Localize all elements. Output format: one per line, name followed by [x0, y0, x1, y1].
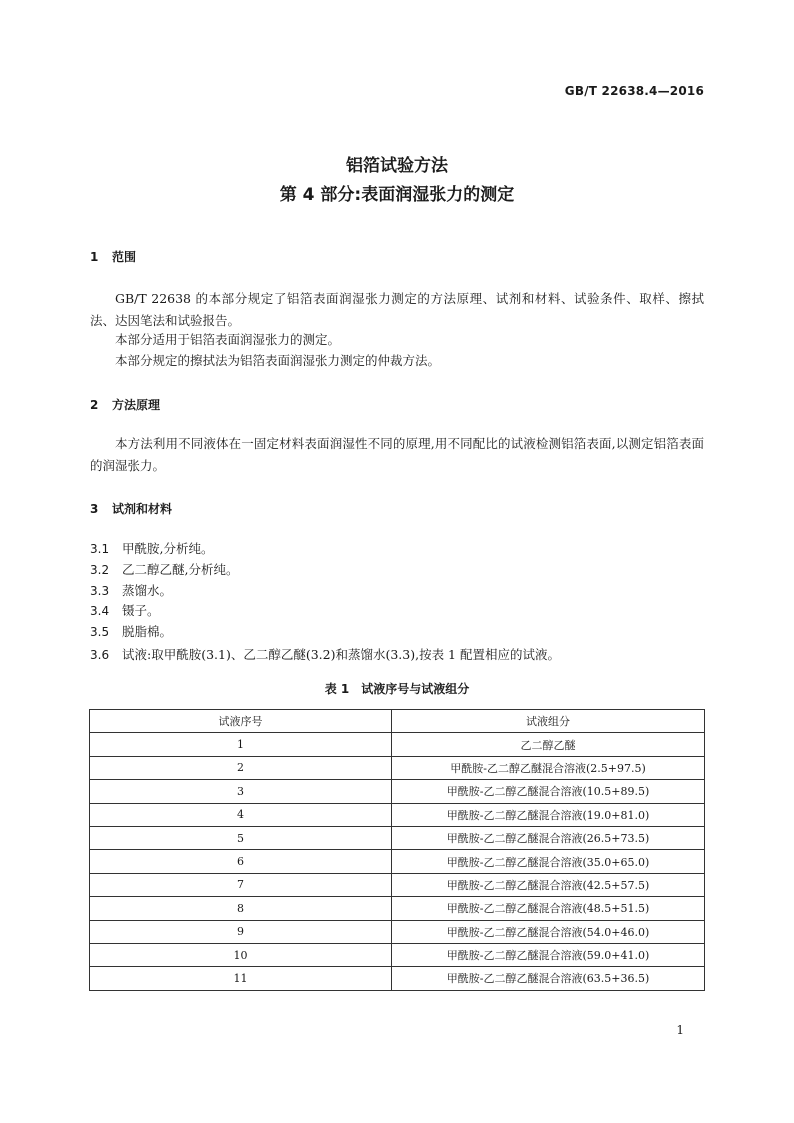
principle-paragraph: 本方法利用不同液体在一固定材料表面润湿性不同的原理,用不同配比的试液检测铝箔表面,以测定铝箔表面的润湿张力。	[90, 436, 704, 473]
cell-number: 8	[90, 897, 392, 920]
cell-number: 7	[90, 873, 392, 896]
table-row	[90, 897, 705, 920]
cell-composition: 甲酰胺-乙二醇乙醚混合溶液(59.0+41.0)	[392, 943, 705, 966]
scope-paragraph-3: 本部分规定的擦拭法为铝箔表面润湿张力测定的仲裁方法。	[115, 353, 441, 368]
section-number: 3	[90, 502, 99, 516]
reagent-item	[90, 560, 704, 580]
table-row	[90, 873, 705, 896]
cell-number: 6	[90, 850, 392, 873]
item-text: 甲酰胺,分析纯。	[122, 541, 214, 556]
item-number: 3.3	[90, 584, 110, 598]
table-row	[90, 943, 705, 966]
cell-composition: 甲酰胺-乙二醇乙醚混合溶液(48.5+51.5)	[392, 897, 705, 920]
item-text: 试液:取甲酰胺(3.1)、乙二醇乙醚(3.2)和蒸馏水(3.3),按表 1 配置相应的试液。	[122, 647, 560, 662]
cell-number: 2	[90, 756, 392, 779]
cell-number: 1	[90, 733, 392, 756]
table-row	[90, 780, 705, 803]
item-number: 3.6	[90, 648, 110, 662]
table-row	[90, 803, 705, 826]
reagent-item	[90, 645, 704, 665]
reagent-item	[90, 581, 704, 601]
cell-composition: 甲酰胺-乙二醇乙醚混合溶液(26.5+73.5)	[392, 826, 705, 849]
reagent-item	[90, 622, 704, 642]
section-number: 1	[90, 250, 99, 264]
reagent-item	[90, 539, 704, 559]
table-row	[90, 733, 705, 756]
column-header-composition: 试液组分	[392, 710, 705, 733]
item-text: 镊子。	[122, 603, 160, 618]
cell-composition: 甲酰胺-乙二醇乙醚混合溶液(19.0+81.0)	[392, 803, 705, 826]
section-number: 2	[90, 398, 99, 412]
table-row	[90, 826, 705, 849]
cell-composition: 乙二醇乙醚	[392, 733, 705, 756]
item-number: 3.5	[90, 625, 110, 639]
table-caption: 表 1 试液序号与试液组分	[324, 682, 470, 696]
cell-number: 10	[90, 943, 392, 966]
cell-composition: 甲酰胺-乙二醇乙醚混合溶液(35.0+65.0)	[392, 850, 705, 873]
section-heading-scope	[90, 248, 136, 265]
page-number: 1	[676, 1023, 684, 1037]
scope-paragraph-1: GB/T 22638 的本部分规定了铝箔表面润湿张力测定的方法原理、试剂和材料、试验条件、取样、擦拭法、达因笔法和试验报告。	[90, 291, 704, 328]
item-number: 3.1	[90, 542, 110, 556]
cell-number: 5	[90, 826, 392, 849]
item-number: 3.2	[90, 563, 110, 577]
item-text: 脱脂棉。	[122, 624, 173, 639]
column-header-number: 试液序号	[90, 710, 392, 733]
cell-number: 4	[90, 803, 392, 826]
item-text: 蒸馏水。	[122, 583, 173, 598]
cell-composition: 甲酰胺-乙二醇乙醚混合溶液(42.5+57.5)	[392, 873, 705, 896]
cell-composition: 甲酰胺-乙二醇乙醚混合溶液(63.5+36.5)	[392, 967, 705, 990]
section-title: 方法原理	[112, 398, 161, 412]
item-number: 3.4	[90, 604, 110, 618]
document-subtitle: 第 4 部分:表面润湿张力的测定	[279, 185, 515, 205]
table-row	[90, 920, 705, 943]
scope-paragraph-2: 本部分适用于铝箔表面润湿张力的测定。	[115, 332, 341, 347]
table-header-row	[90, 710, 705, 733]
section-heading-principle	[90, 396, 160, 413]
standard-code: GB/T 22638.4—2016	[564, 84, 704, 98]
section-heading-reagents	[90, 500, 172, 517]
cell-number: 9	[90, 920, 392, 943]
table-row	[90, 756, 705, 779]
table-row	[90, 967, 705, 990]
document-title: 铝箔试验方法	[346, 156, 448, 176]
cell-number: 11	[90, 967, 392, 990]
section-title: 试剂和材料	[112, 502, 173, 516]
item-text: 乙二醇乙醚,分析纯。	[122, 562, 239, 577]
cell-composition: 甲酰胺-乙二醇乙醚混合溶液(10.5+89.5)	[392, 780, 705, 803]
cell-composition: 甲酰胺-乙二醇乙醚混合溶液(2.5+97.5)	[392, 756, 705, 779]
cell-number: 3	[90, 780, 392, 803]
reagent-table	[89, 709, 705, 991]
section-title: 范围	[112, 250, 137, 264]
cell-composition: 甲酰胺-乙二醇乙醚混合溶液(54.0+46.0)	[392, 920, 705, 943]
reagent-item	[90, 601, 704, 621]
table-row	[90, 850, 705, 873]
